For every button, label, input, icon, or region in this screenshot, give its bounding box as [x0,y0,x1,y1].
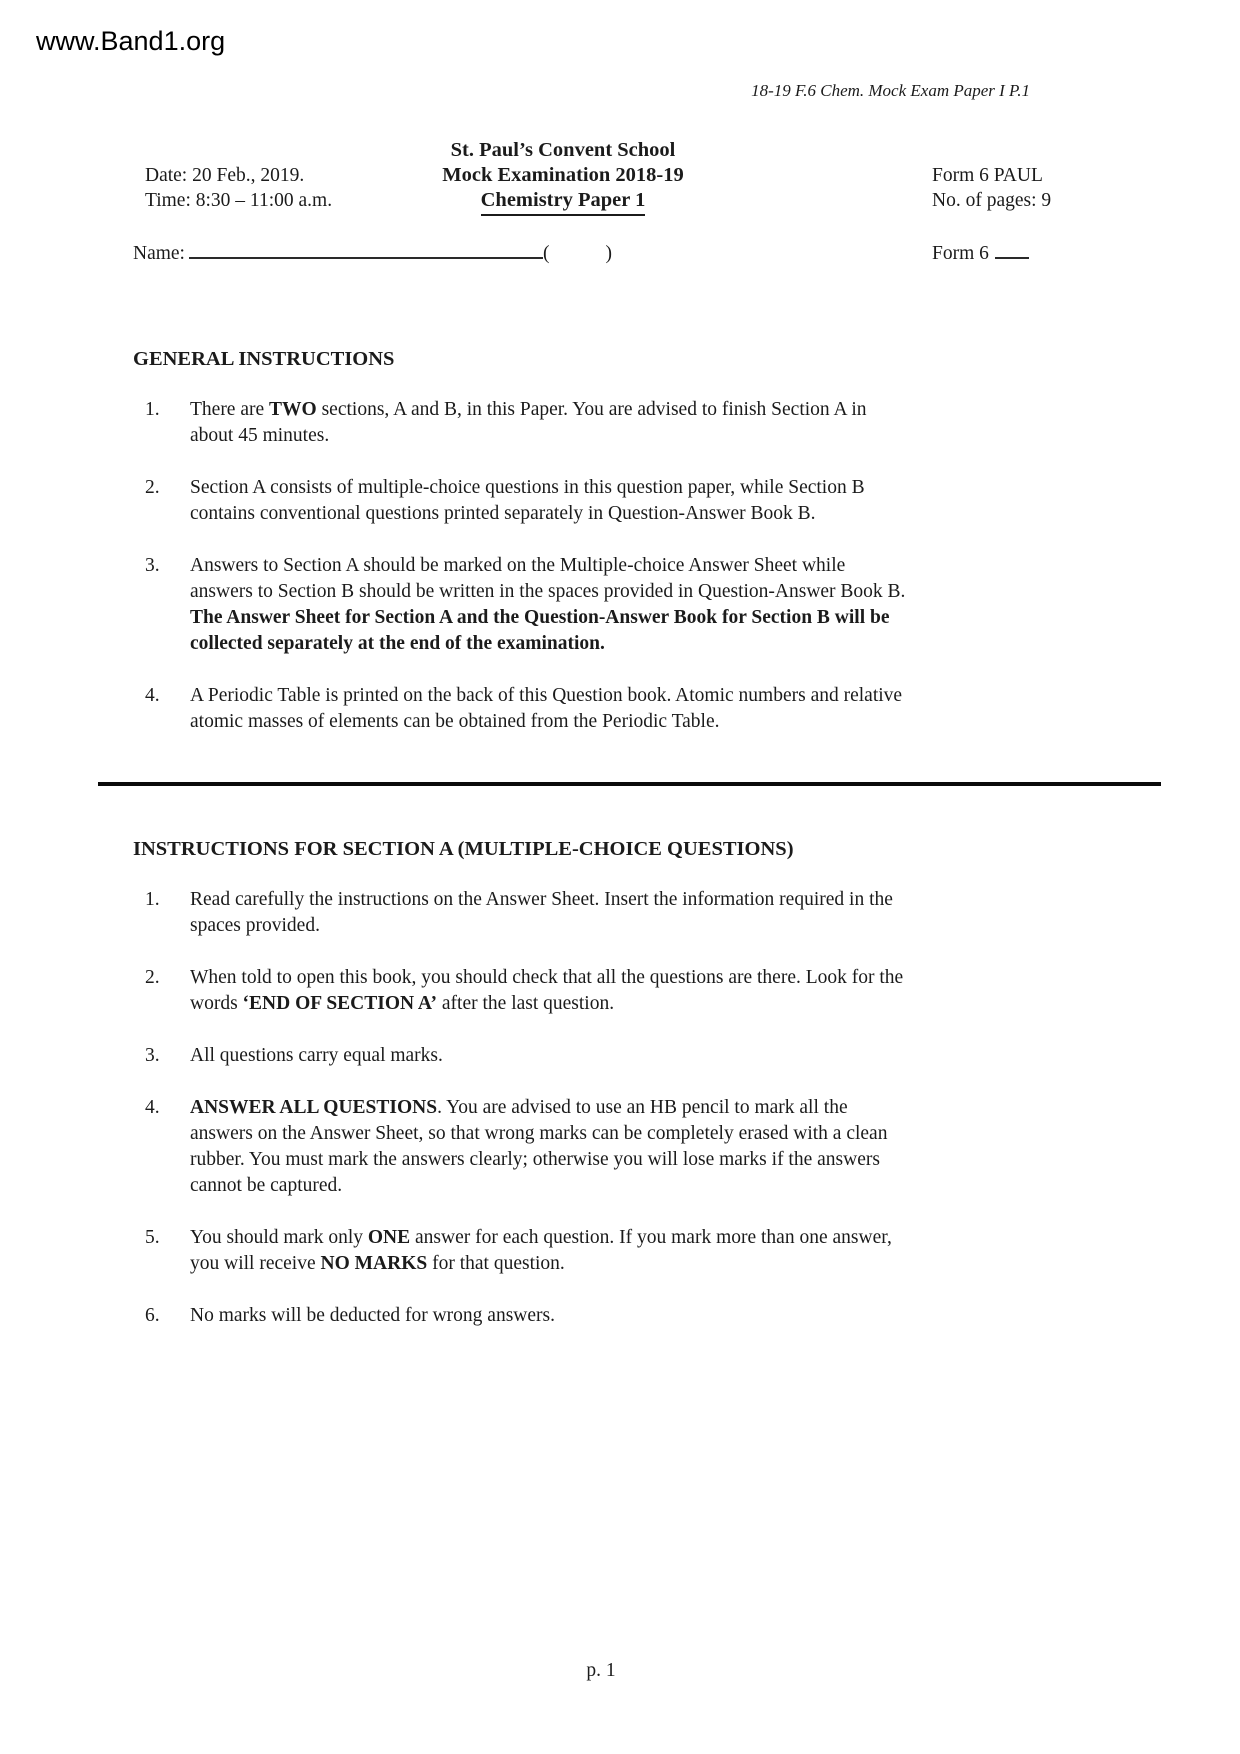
item-text-line: The Answer Sheet for Section A and the Question-Answer Book for Section B will be [190,607,890,628]
instruction-item [145,553,1005,657]
class-number-paren-close: ) [605,243,612,264]
instruction-item [145,1043,1005,1069]
name-row [133,237,612,266]
item-number: 3. [145,555,160,576]
item-number: 6. [145,1305,160,1326]
watermark: www.Band1.org [36,26,226,56]
section-divider [98,782,1161,786]
item-text-line: Section A consists of multiple-choice questions in this question paper, while Section B [190,477,865,498]
general-instructions-title: GENERAL INSTRUCTIONS [133,348,395,370]
name-label: Name: [133,243,185,264]
instruction-item [145,1225,1005,1277]
item-number: 2. [145,967,160,988]
exam-time: Time: 8:30 – 11:00 a.m. [145,190,333,211]
section-a-instructions-list [145,887,1005,1355]
item-text [190,397,1005,449]
instruction-item [145,887,1005,939]
form6-label: Form 6 [932,243,989,264]
item-text [190,887,1005,939]
item-number: 4. [145,1097,160,1118]
general-instructions-list [145,397,1005,761]
name-underline [189,237,543,259]
item-text-line: answers to Section B should be written in the spaces provided in Question-Answer Book B. [190,581,906,602]
instruction-item [145,397,1005,449]
page-number: p. 1 [586,1660,616,1681]
section-a-instructions-title: INSTRUCTIONS FOR SECTION A (MULTIPLE-CHOICE QUESTIONS) [133,838,794,860]
instruction-item [145,1303,1005,1329]
item-text-line: you will receive NO MARKS for that question. [190,1253,565,1274]
item-text-line: You should mark only ONE answer for each question. If you mark more than one answer, [190,1227,892,1248]
paper-title-wrap [143,188,983,216]
school-name: St. Paul’s Convent School [450,139,676,161]
item-text [190,1303,1005,1329]
item-number: 1. [145,399,160,420]
item-number: 4. [145,685,160,706]
form-class: Form 6 PAUL [932,165,1043,186]
form6-row [932,237,1029,266]
instruction-item [145,1095,1005,1199]
page-count: No. of pages: 9 [932,190,1052,211]
item-text-line: cannot be captured. [190,1175,343,1196]
item-text-line: No marks will be deducted for wrong answers. [190,1305,555,1326]
exam-date: Date: 20 Feb., 2019. [145,165,305,186]
instruction-item [145,683,1005,735]
item-text [190,1043,1005,1069]
instruction-item [145,475,1005,527]
item-number: 2. [145,477,160,498]
item-text-line: Answers to Section A should be marked on the Multiple-choice Answer Sheet while [190,555,846,576]
exam-title: Mock Examination 2018-19 [442,164,684,186]
item-number: 1. [145,889,160,910]
class-number-paren-open: ( [542,243,550,264]
form6-underline [995,237,1029,259]
item-text-line: words ‘END OF SECTION A’ after the last question. [190,993,615,1014]
item-text-line: ANSWER ALL QUESTIONS. You are advised to use an HB pencil to mark all the [190,1097,848,1118]
item-text [190,683,1005,735]
item-text-line: about 45 minutes. [190,425,330,446]
item-text [190,1095,1005,1199]
item-text-line: contains conventional questions printed separately in Question-Answer Book B. [190,503,816,524]
item-text-line: Read carefully the instructions on the Answer Sheet. Insert the information required in the [190,889,893,910]
item-text-line: A Periodic Table is printed on the back of this Question book. Atomic numbers and relative [190,685,903,706]
paper-title: Chemistry Paper 1 [481,188,646,216]
item-text [190,965,1005,1017]
item-text-line: When told to open this book, you should check that all the questions are there. Look for the [190,967,904,988]
corner-reference: 18-19 F.6 Chem. Mock Exam Paper I P.1 [751,81,1030,100]
item-number: 5. [145,1227,160,1248]
item-text-line: rubber. You must mark the answers clearly; otherwise you will lose marks if the answers [190,1149,880,1170]
item-text [190,475,1005,527]
item-number: 3. [145,1045,160,1066]
item-text-line: spaces provided. [190,915,320,936]
item-text-line: atomic masses of elements can be obtained from the Periodic Table. [190,711,720,732]
instruction-item [145,965,1005,1017]
item-text-line: There are TWO sections, A and B, in this Paper. You are advised to finish Section A in [190,399,867,420]
item-text [190,1225,1005,1277]
item-text-line: collected separately at the end of the examination. [190,633,605,654]
item-text [190,553,1005,657]
item-text-line: All questions carry equal marks. [190,1045,443,1066]
item-text-line: answers on the Answer Sheet, so that wrong marks can be completely erased with a clean [190,1123,888,1144]
